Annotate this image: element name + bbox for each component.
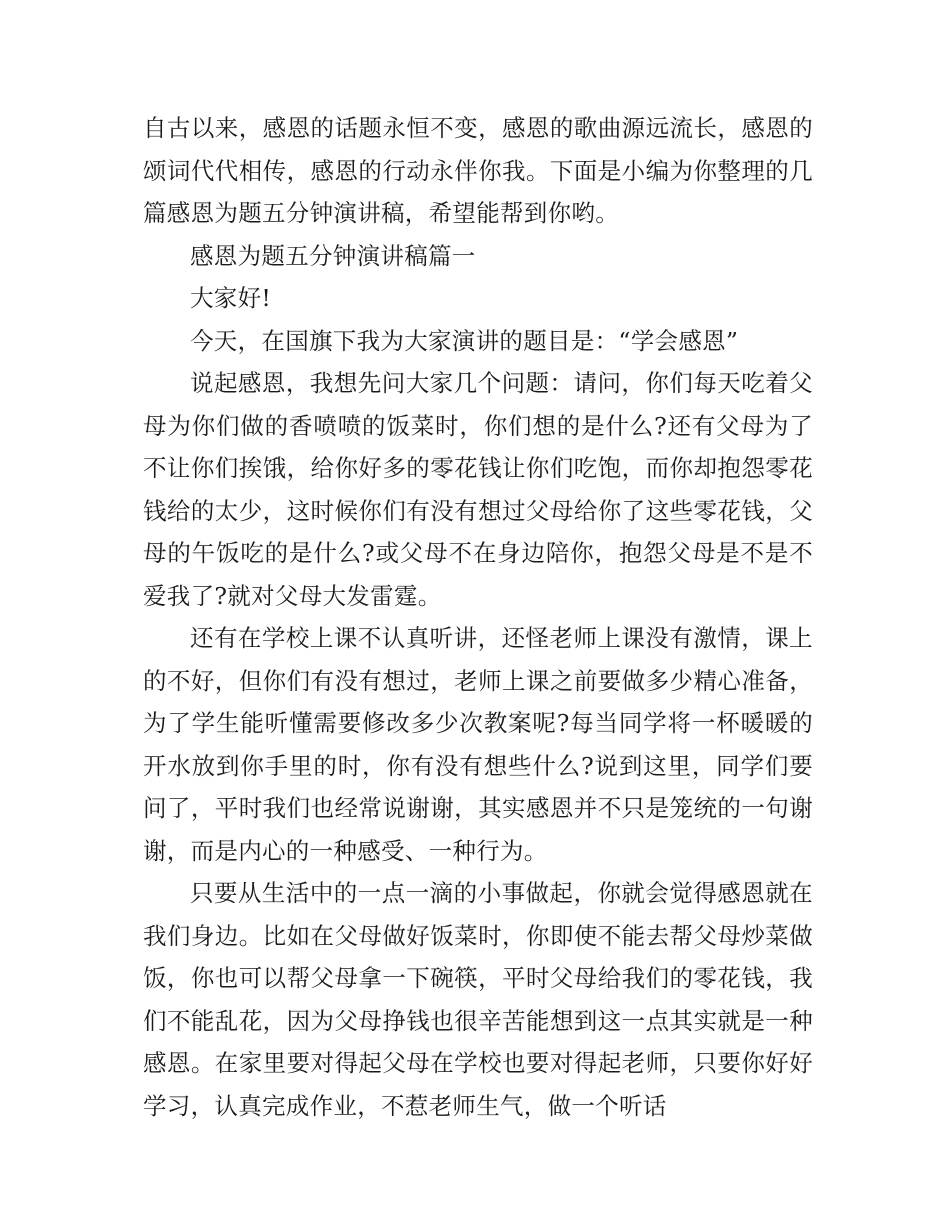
body-paragraph: 说起感恩，我想先问大家几个问题：请问，你们每天吃着父母为你们做的香喷喷的饭菜时，你们想的是什么?还有父母为了不让你们挨饿，给你好多的零花钱让你们吃饱，而你却抱怨零花钱给的太少，这时候你们有没有想过父母给你了这些零花钱，父母的午饭吃的是什么?或父母不在身边陪你，抱怨父母是不是不爱我了?就对父母大发雷霆。 <box>143 369 813 610</box>
section-heading: 感恩为题五分钟演讲稿篇一 <box>190 241 476 270</box>
body-paragraph: 只要从生活中的一点一滴的小事做起，你就会觉得感恩就在我们身边。比如在父母做好饭菜时，你即使不能去帮父母炒菜做饭，你也可以帮父母拿一下碗筷，平时父母给我们的零花钱，我们不能乱花，因为父母挣钱也很辛苦能想到这一点其实就是一种感恩。在家里要对得起父母在学校也要对得起老师，只要你好好学习，认真完成作业，不惹老师生气，做一个听话 <box>143 879 813 1120</box>
intro-paragraph: 自古以来，感恩的话题永恒不变，感恩的歌曲源远流长，感恩的颂词代代相传，感恩的行动永伴你我。下面是小编为你整理的几篇感恩为题五分钟演讲稿，希望能帮到你哟。 <box>143 114 813 227</box>
body-paragraph: 还有在学校上课不认真听讲，还怪老师上课没有激情，课上的不好，但你们有没有想过，老师上课之前要做多少精心准备，为了学生能听懂需要修改多少次教案呢?每当同学将一杯暖暖的开水放到你手里的时，你有没有想些什么?说到这里，同学们要问了，平时我们也经常说谢谢，其实感恩并不只是笼统的一句谢谢，而是内心的一种感受、一种行为。 <box>143 624 813 865</box>
document-body <box>143 107 813 1127</box>
topic-line: 今天，在国旗下我为大家演讲的题目是：“学会感恩” <box>190 326 739 355</box>
greeting-line: 大家好! <box>190 284 272 312</box>
